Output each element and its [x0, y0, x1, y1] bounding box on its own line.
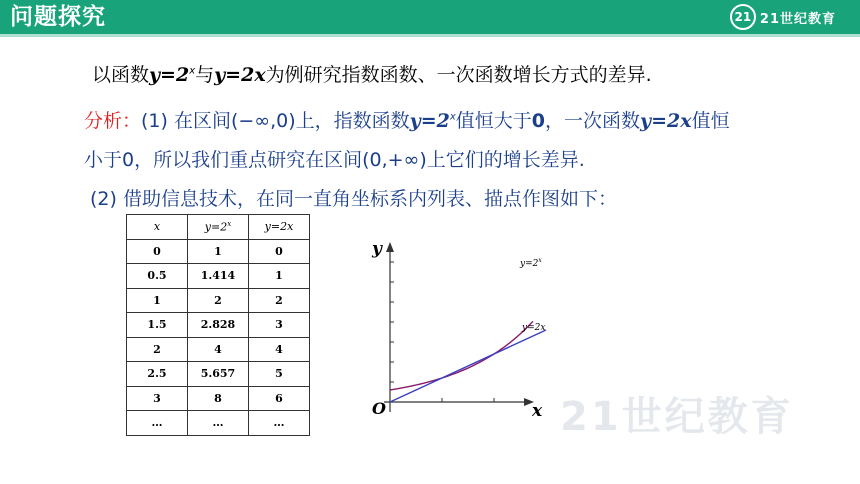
- table-cell: 6: [249, 386, 310, 411]
- page-title: 问题探究: [10, 4, 106, 30]
- logo-icon: 21: [730, 4, 756, 30]
- table-header-x: x: [127, 215, 188, 240]
- table-row: [127, 337, 310, 362]
- table-cell: 0: [127, 239, 188, 264]
- table-cell: 2: [249, 288, 310, 313]
- analysis-label: 分析：: [84, 110, 142, 132]
- linear-line: [390, 330, 546, 402]
- table-header-row: [127, 215, 310, 240]
- exp-curve-label: $y=2^x$: [520, 257, 542, 269]
- table-cell: 5: [249, 362, 310, 387]
- table-row: [127, 362, 310, 387]
- table-cell: 2.828: [188, 313, 249, 338]
- header-bar: [0, 0, 860, 34]
- table-cell: 3: [127, 386, 188, 411]
- table-cell: …: [127, 411, 188, 436]
- logo-text: 21世纪教育: [759, 11, 836, 27]
- linear-line-label: y=2x: [522, 323, 546, 333]
- table-cell: …: [188, 411, 249, 436]
- watermark: 21世纪教育: [560, 394, 794, 440]
- table-cell: 4: [188, 337, 249, 362]
- axis-ticks: [390, 262, 494, 402]
- x-axis-label: x: [532, 401, 543, 420]
- table-cell: 2: [188, 288, 249, 313]
- table-row: [127, 313, 310, 338]
- table-cell: 1.414: [188, 264, 249, 289]
- table-cell: 2: [127, 337, 188, 362]
- table-header-exp: $y=2^x$: [188, 215, 249, 240]
- table-cell: 3: [249, 313, 310, 338]
- table-cell: 8: [188, 386, 249, 411]
- table-row: [127, 264, 310, 289]
- function-graph: [360, 230, 560, 420]
- table-cell: 2.5: [127, 362, 188, 387]
- exp-curve: [390, 321, 533, 390]
- analysis-line-3: (2) 借助信息技术，在同一直角坐标系内列表、描点作图如下：: [90, 188, 617, 210]
- table-cell: 1.5: [127, 313, 188, 338]
- y-axis-arrow: [386, 242, 394, 252]
- table-cell: 0.5: [127, 264, 188, 289]
- table-header-lin: y=2x: [249, 215, 310, 240]
- table-cell: 5.657: [188, 362, 249, 387]
- table-cell: 1: [249, 264, 310, 289]
- table-cell: 4: [249, 337, 310, 362]
- intro-text: 以函数$y=2^x$与y=2x为例研究指数函数、一次函数增长方式的差异.: [92, 64, 652, 86]
- table-cell: …: [249, 411, 310, 436]
- table-cell: 1: [127, 288, 188, 313]
- y-axis-label: y: [372, 239, 382, 259]
- table-row: [127, 288, 310, 313]
- table-row: [127, 411, 310, 436]
- table-cell: 1: [188, 239, 249, 264]
- header-underline: [0, 34, 860, 37]
- origin-label: O: [372, 399, 386, 418]
- analysis-line-1: 分析：(1) 在区间(−∞,0)上，指数函数$y=2^x$值恒大于0，一次函数y=2x值恒: [84, 110, 730, 132]
- table-row: [127, 386, 310, 411]
- brand-logo: [730, 4, 836, 30]
- value-table: [126, 214, 310, 436]
- table-row: [127, 239, 310, 264]
- table-cell: 0: [249, 239, 310, 264]
- analysis-line-2: 小于0，所以我们重点研究在区间(0,+∞)上它们的增长差异.: [84, 149, 585, 171]
